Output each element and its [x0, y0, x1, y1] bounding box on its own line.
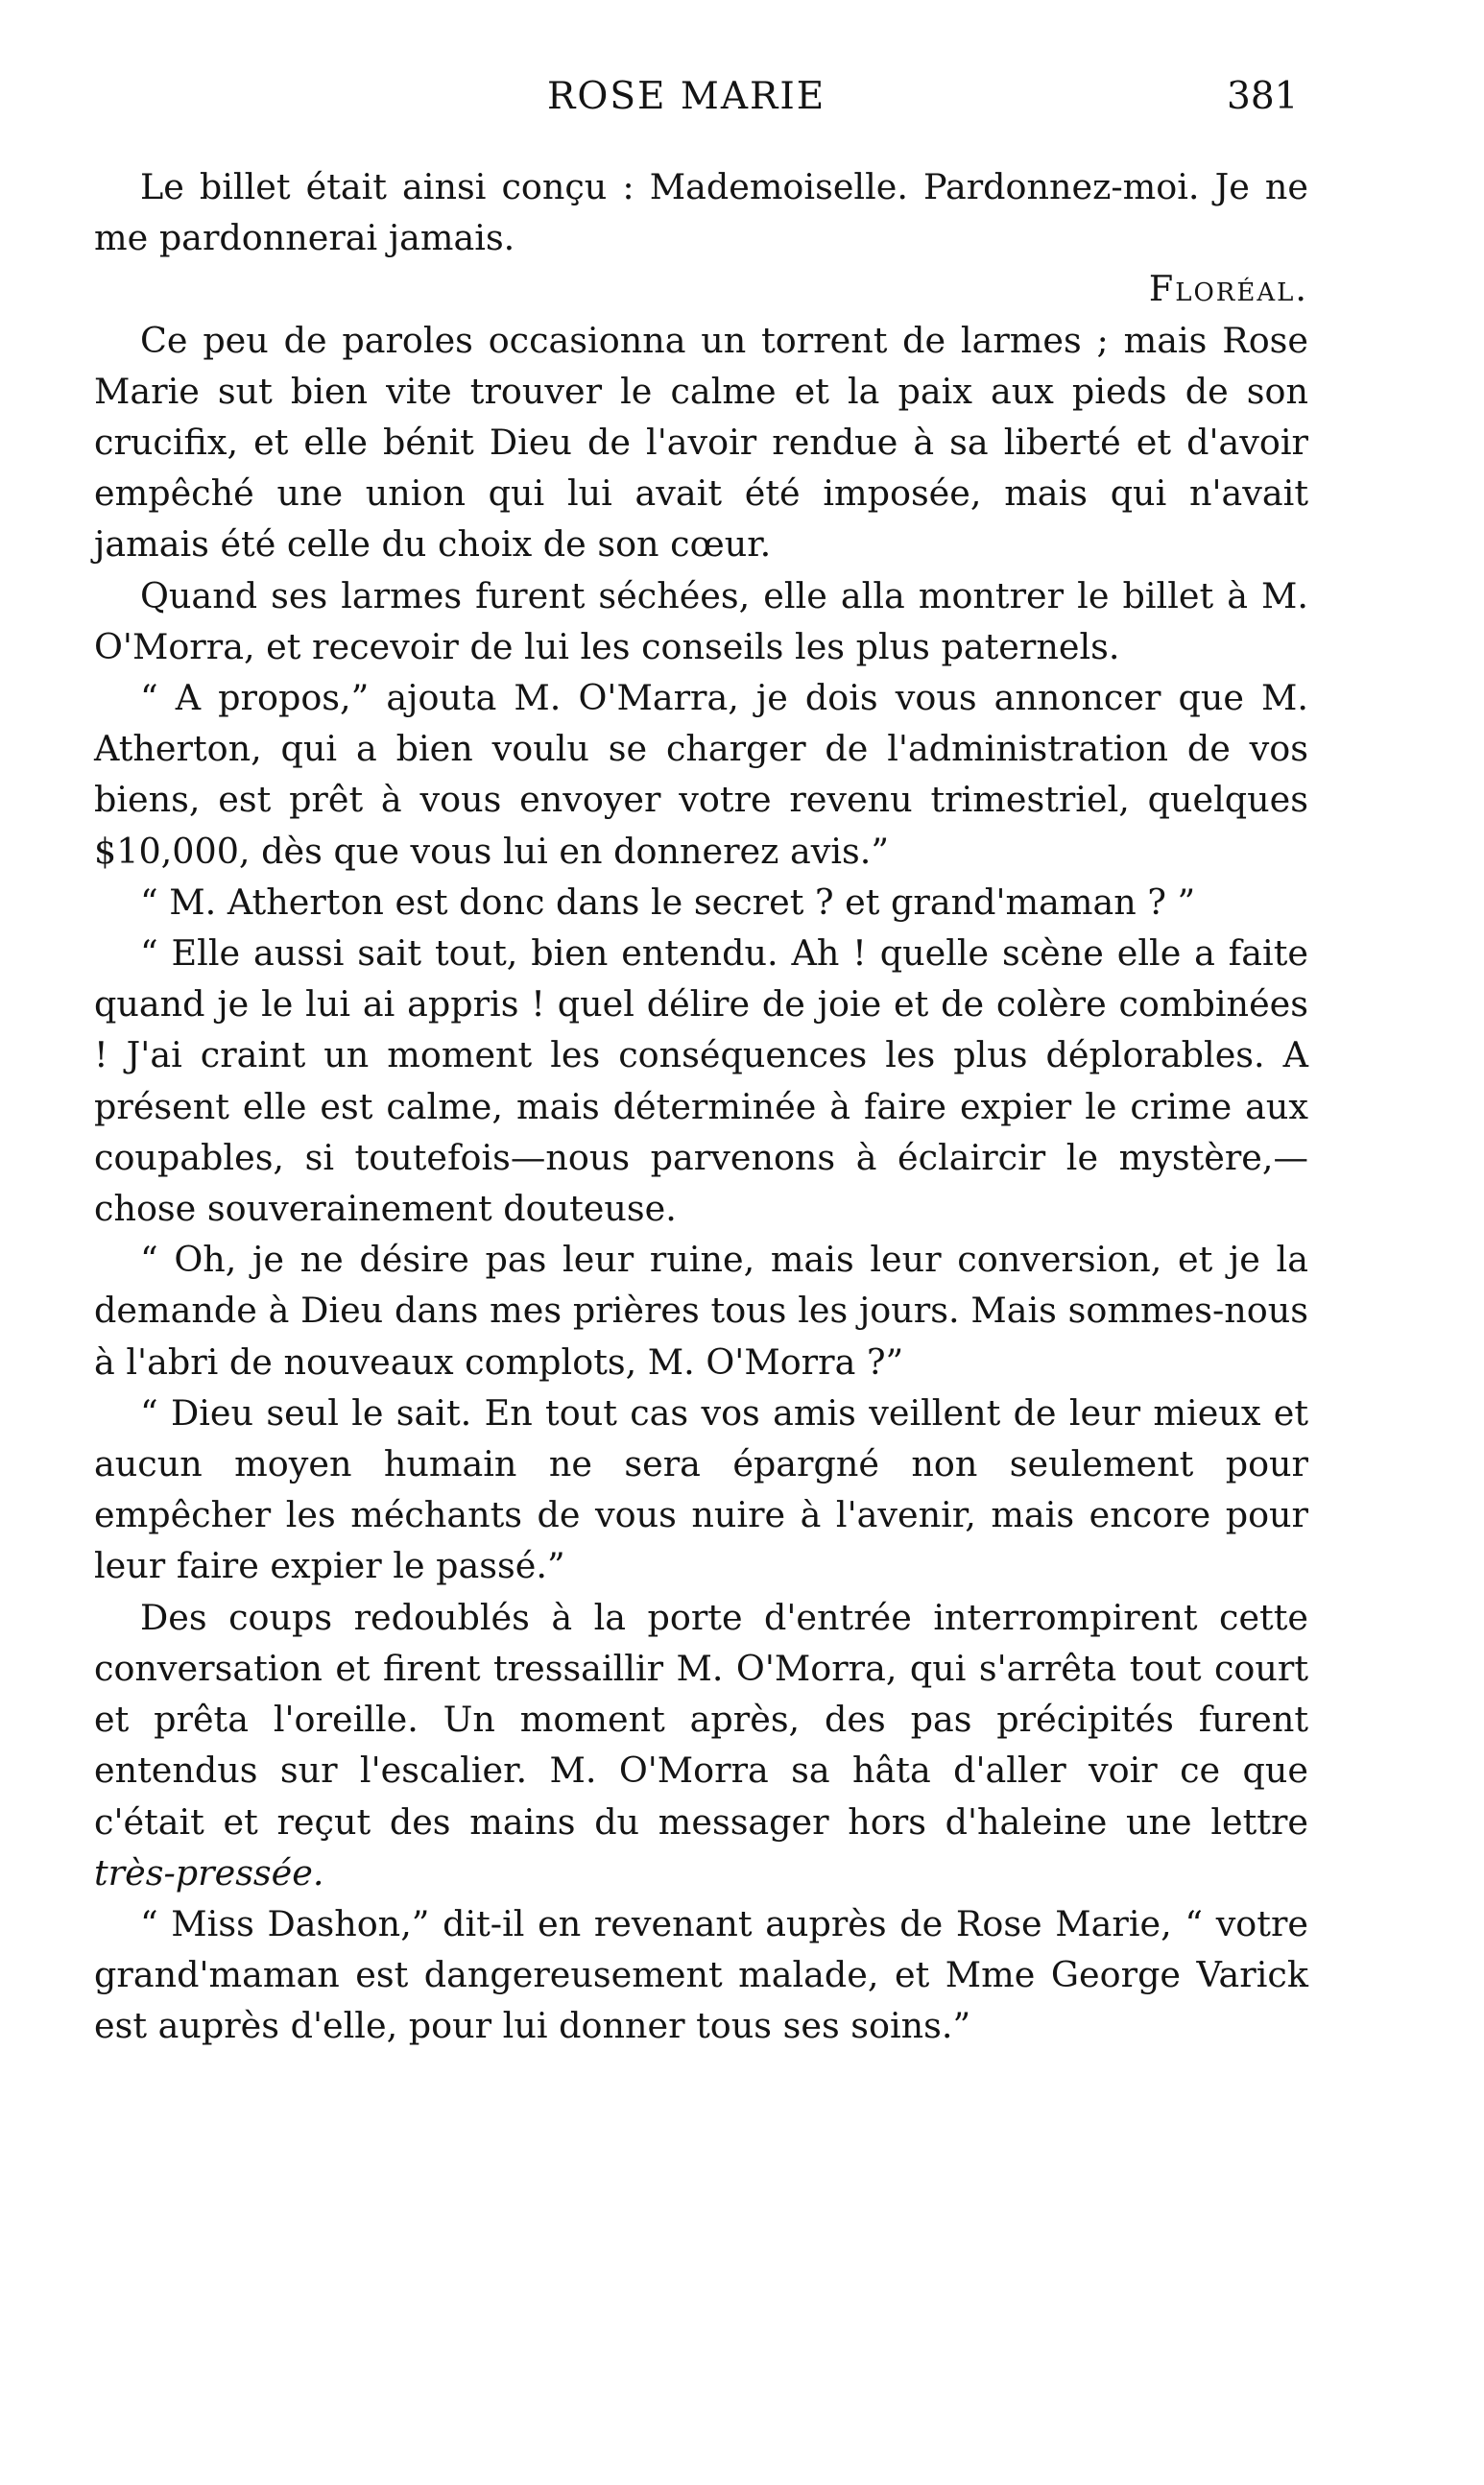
paragraph-7: “ Dieu seul le sait. En tout cas vos amis veillent de leur mieux et aucun moyen humain ne sera épargné non seulement pour empêcher les méchants de vous nuire à l'avenir, mais encore pour leur faire expier le passé.” [94, 1391, 1308, 1587]
running-title: ROSE MARIE [547, 75, 826, 118]
paragraph-8-emphasis: très-pressée. [94, 1851, 324, 1894]
letter-text: Le billet était ainsi conçu : Mademoiselle. Pardonnez-moi. Je ne me pardonnerai jamais. [94, 166, 1308, 259]
paragraph-6: “ Oh, je ne désire pas leur ruine, mais leur conversion, et je la demande à Dieu dans mes prières tous les jours. Mais sommes-nous à l'abri de nouveaux complots, M. O'Morra ?” [94, 1239, 1308, 1383]
body-text [94, 161, 1308, 2052]
paragraph-4: “ M. Atherton est donc dans le secret ? et grand'maman ? ” [140, 881, 1196, 923]
page-number: 381 [1227, 75, 1299, 118]
paragraph-2: Quand ses larmes furent séchées, elle alla montrer le billet à M. O'Morra, et recevoir de lui les conseils les plus paternels. [94, 574, 1308, 667]
paragraph-1: Ce peu de paroles occasionna un torrent de larmes ; mais Rose Marie sut bien vite trouver le calme et la paix aux pieds de son crucifix, et elle bénit Dieu de l'avoir rendue à sa liberté et d'avoir empêché une union qui lui avait été imposée, mais qui n'avait jamais été celle du choix de son cœur. [94, 319, 1308, 566]
letter-signature: Floréal. [1148, 268, 1308, 310]
running-head [0, 75, 1484, 133]
paragraph-9: “ Miss Dashon,” dit-il en revenant auprès de Rose Marie, “ votre grand'maman est dangereusement malade, et Mme George Varick est auprès d'elle, pour lui donner tous ses soins.” [94, 1902, 1308, 2047]
paragraph-8 [94, 1592, 1308, 1898]
paragraph-3: “ A propos,” ajouta M. O'Marra, je dois vous annoncer que M. Atherton, qui a bien voulu se charger de l'administration de vos biens, est prêt à vous envoyer votre revenu trimestriel, quelques $10,000, dès que vous lui en donnerez avis.” [94, 677, 1308, 872]
paragraph-8-text: Des coups redoublés à la porte d'entrée interrompirent cette conversation et firent tressaillir M. O'Morra, qui s'arrêta tout court et prêta l'oreille. Un moment après, des pas précipités furent entendus sur l'escalier. M. O'Morra sa hâta d'aller voir ce que c'était et reçut des mains du messager hors d'haleine une lettre [94, 1596, 1308, 1843]
paragraph-5: “ Elle aussi sait tout, bien entendu. Ah ! quelle scène elle a faite quand je le lui ai appris ! quel délire de joie et de colère combinées ! J'ai craint un moment les conséquences les plus déplorables. A présent elle est calme, mais déterminée à faire expier le crime aux coupables, si toutefois—nous parvenons à éclaircir le mystère,—chose souverainement douteuse. [94, 932, 1308, 1230]
